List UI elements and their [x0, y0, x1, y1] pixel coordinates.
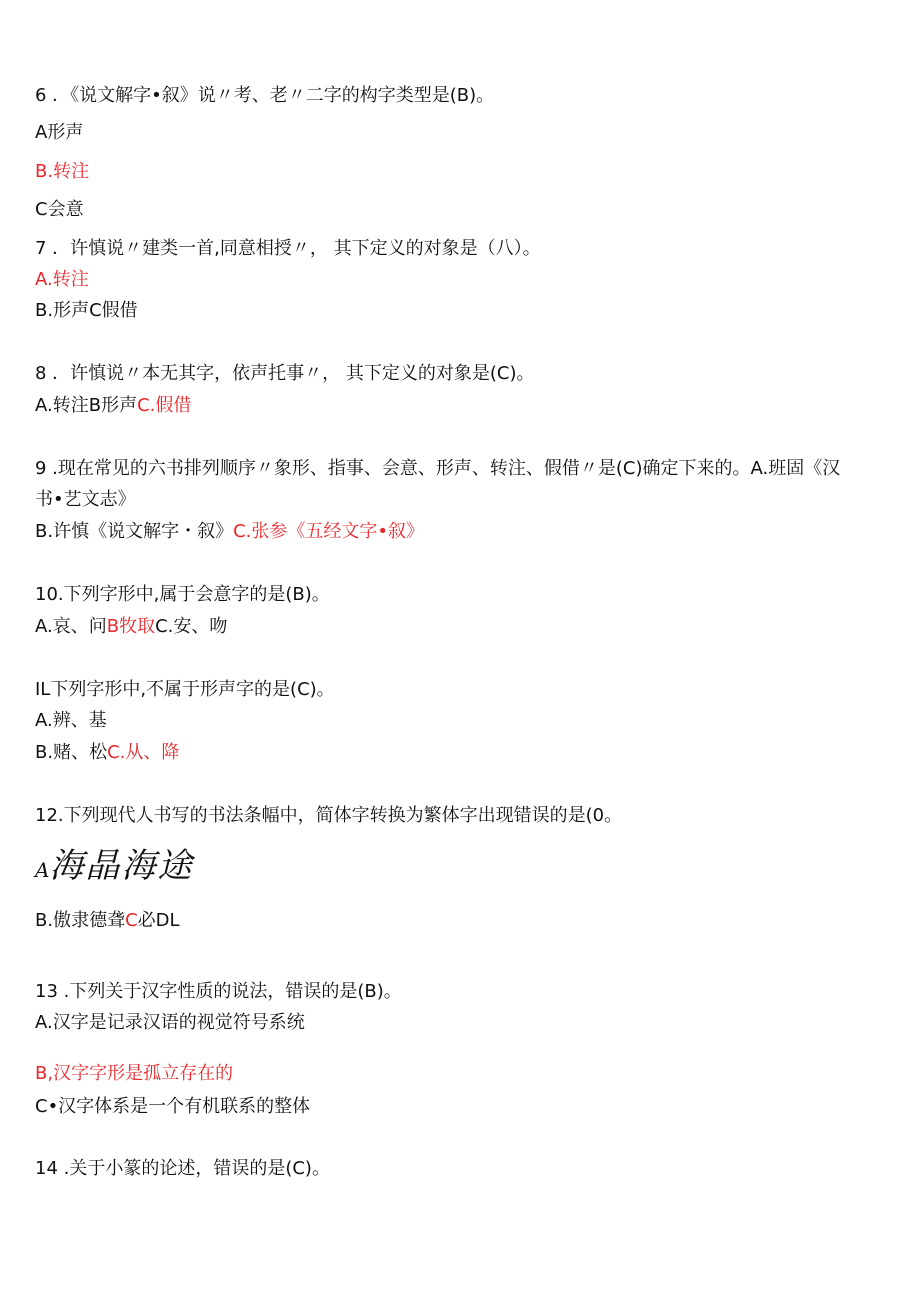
- q11-option-b: B.赌、松: [35, 742, 108, 763]
- q9-option-c-answer: C.张参《五经文字•叙》: [233, 521, 424, 542]
- q10-option-a: A.哀、问: [35, 616, 107, 637]
- q12-option-a-letter: A: [35, 858, 50, 882]
- q12-option-a-calligraphy: [35, 838, 194, 886]
- q8-options: [35, 394, 191, 418]
- q7-options-bc: B.形声C假借: [35, 300, 138, 321]
- q10-option-c: C.安、吻: [155, 616, 228, 637]
- q12-options-bc: [35, 909, 180, 933]
- q14-stem: 14 .关于小篆的论述，错误的是(C)。: [35, 1158, 330, 1179]
- q12-option-c-rest: 必DL: [137, 910, 180, 931]
- q9-option-b: B.许慎《说文解字・叙》: [35, 521, 234, 542]
- q9-options: [35, 520, 424, 544]
- q10-stem: 10.下列字形中,属于会意字的是(B)。: [35, 584, 330, 605]
- q6-option-b-answer: B.转注: [35, 161, 90, 182]
- q13-option-b-answer: B,汉字字形是孤立存在的: [35, 1063, 234, 1084]
- q11-option-a: A.辨、基: [35, 710, 107, 731]
- q11-options-bc: [35, 741, 179, 765]
- q13-option-c: C•汉字体系是一个有机联系的整体: [35, 1096, 311, 1117]
- q12-option-b: B.傲隶德聋: [35, 910, 126, 931]
- q8-options-ab: A.转注B形声: [35, 395, 138, 416]
- q12-stem: 12.下列现代人书写的书法条幅中，简体字转换为繁体字出现错误的是(0。: [35, 805, 623, 826]
- q8-option-c-answer: C.假借: [137, 395, 192, 416]
- q6-option-c: C会意: [35, 199, 84, 220]
- q6-stem: 6 ．《说文解字•叙》说〃考、老〃二字的构字类型是(B)。: [35, 85, 495, 106]
- q10-options: [35, 615, 227, 639]
- q9-stem-line2: 书•艺文志》: [35, 489, 136, 510]
- q6-option-a: A形声: [35, 122, 84, 143]
- q7-stem: 7 ．许慎说〃建类一首,同意相授〃， 其下定义的对象是（八）。: [35, 238, 541, 259]
- q13-option-a: A.汉字是记录汉语的视觉符号系统: [35, 1012, 305, 1033]
- q9-stem-line1: 9 .现在常见的六书排列顺序〃象形、指事、会意、形声、转注、假借〃是(C)确定下来的。A.班固《汉: [35, 458, 841, 479]
- q11-option-c-answer: C.从、降: [107, 742, 180, 763]
- q12-calligraphy-text: 海晶海途: [49, 846, 194, 886]
- q11-stem: IL下列字形中,不属于形声字的是(C)。: [35, 679, 335, 700]
- q7-option-a-answer: A.转注: [35, 269, 89, 290]
- q10-option-b-answer: B牧取: [106, 616, 156, 637]
- q8-stem: 8 ．许慎说〃本无其字，依声托事〃， 其下定义的对象是(C)。: [35, 363, 535, 384]
- q13-stem: 13 .下列关于汉字性质的说法，错误的是(B)。: [35, 981, 402, 1002]
- q12-option-c-letter: C: [125, 910, 138, 931]
